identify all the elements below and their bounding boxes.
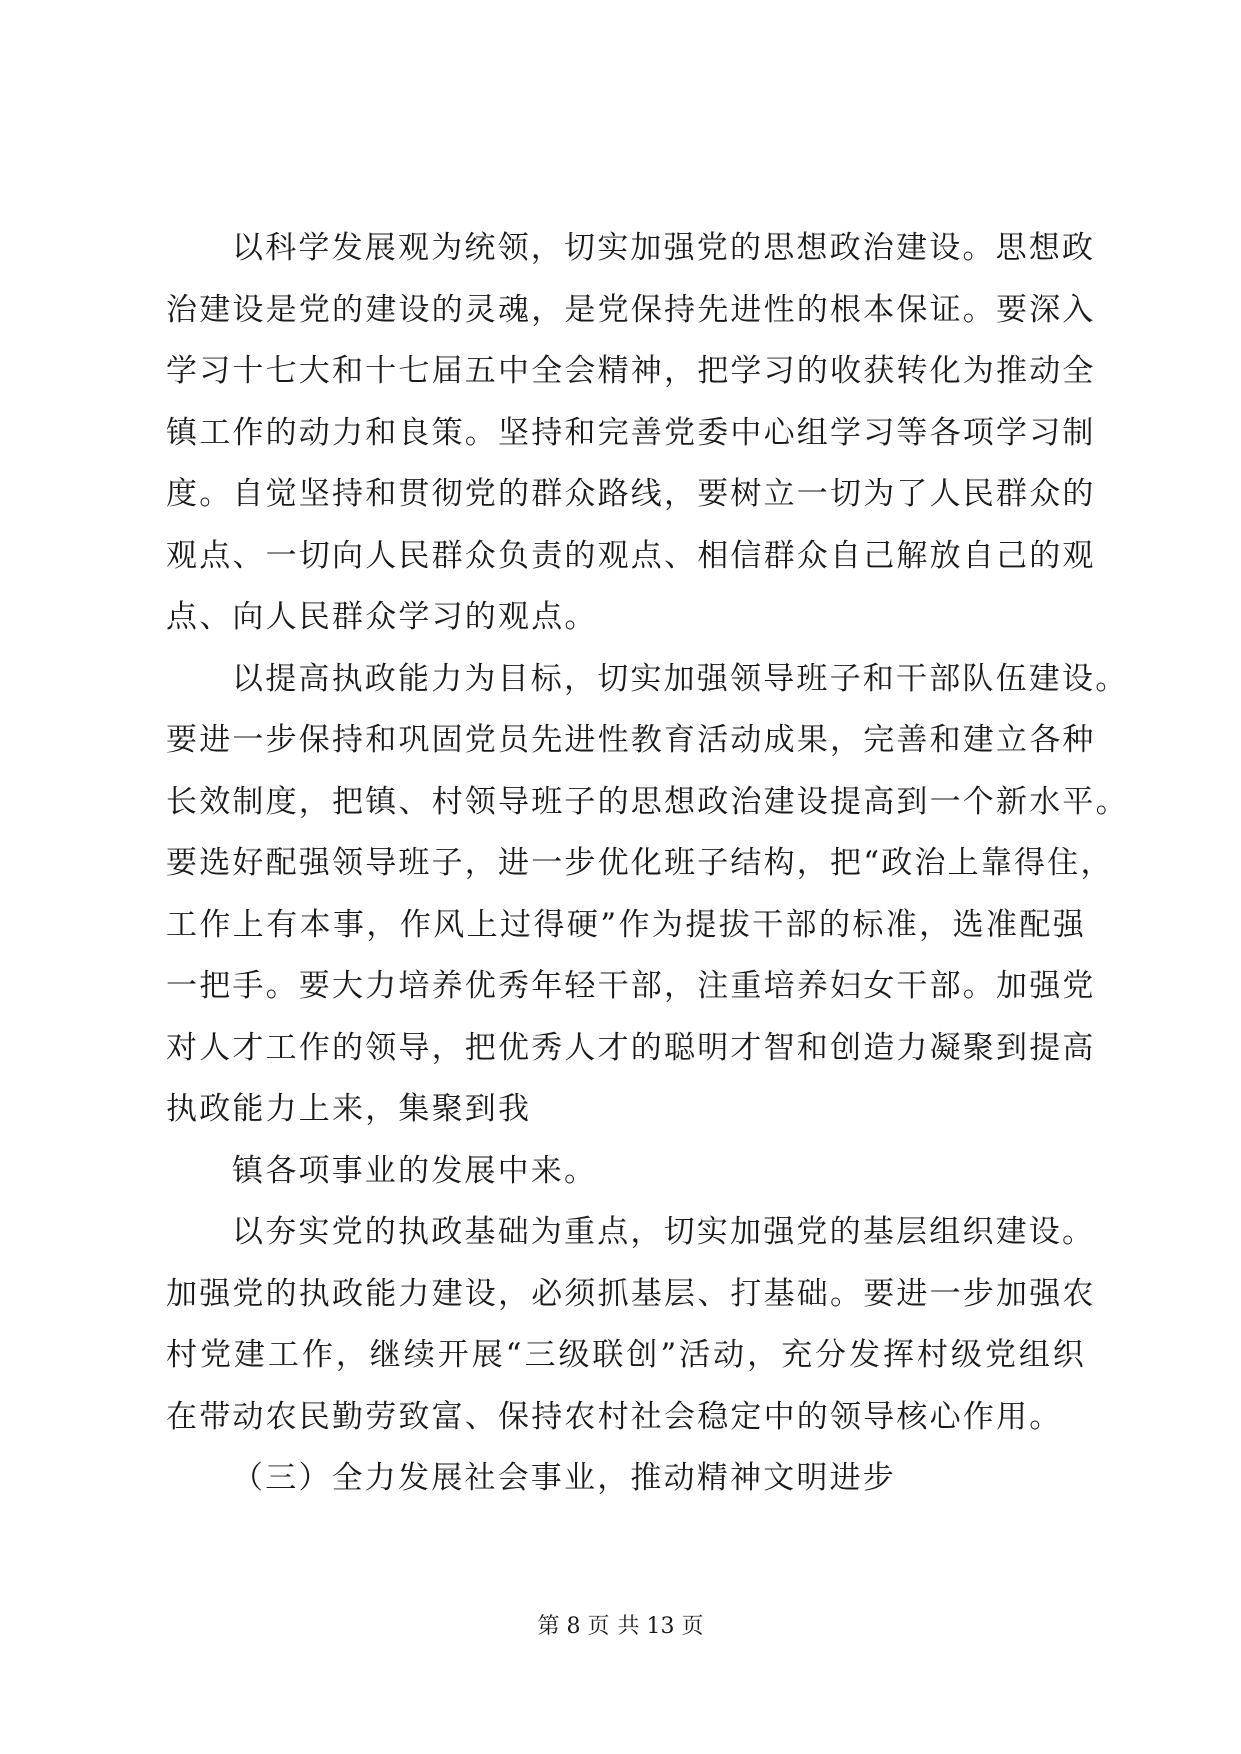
paragraph-line: 对人才工作的领导，把优秀人才的聪明才智和创造力凝聚到提高	[166, 1029, 1096, 1066]
paragraph-line: 加强党的执政能力建设，必须抓基层、打基础。要进一步加强农	[166, 1275, 1096, 1312]
paragraph-line: 长效制度，把镇、村领导班子的思想政治建设提高到一个新水平。	[166, 783, 1129, 820]
paragraph-line: 镇工作的动力和良策。坚持和完善党委中心组学习等各项学习制	[166, 414, 1096, 451]
paragraph-line: 以提高执政能力为目标，切实加强领导班子和干部队伍建设。	[232, 660, 1129, 697]
paragraph-line: 点、向人民群众学习的观点。	[166, 599, 598, 635]
paragraph-line: 以科学发展观为统领，切实加强党的思想政治建设。思想政	[232, 230, 1096, 266]
section-heading: （三）全力发展社会事业，推动精神文明进步	[232, 1460, 896, 1496]
page-number: 第 8 页	[537, 1614, 610, 1639]
paragraph-line: 度。自觉坚持和贯彻党的群众路线，要树立一切为了人民群众的	[166, 476, 1096, 512]
paragraph-line: 要选好配强领导班子，进一步优化班子结构，把“政治上靠得住，	[166, 845, 1114, 881]
document-body	[166, 228, 1129, 1520]
paragraph-line: 镇各项事业的发展中来。	[232, 1152, 598, 1189]
paragraph-line: 以夯实党的执政基础为重点，切实加强党的基层组织建设。	[232, 1214, 1096, 1250]
page-total: 共 13 页	[617, 1614, 704, 1639]
paragraph-line: 执政能力上来，集聚到我	[166, 1091, 532, 1127]
paragraph-line: 治建设是党的建设的灵魂，是党保持先进性的根本保证。要深入	[166, 291, 1096, 328]
paragraph-line: 一把手。要大力培养优秀年轻干部，注重培养妇女干部。加强党	[166, 968, 1096, 1004]
paragraph-line: 学习十七大和十七届五中全会精神，把学习的收获转化为推动全	[166, 353, 1096, 389]
paragraph-line: 要进一步保持和巩固党员先进性教育活动成果，完善和建立各种	[166, 722, 1096, 758]
paragraph-line: 观点、一切向人民群众负责的观点、相信群众自己解放自己的观	[166, 537, 1096, 574]
paragraph-line: 工作上有本事，作风上过得硬”作为提拔干部的标准，选准配强	[166, 906, 1086, 943]
paragraph-line: 村党建工作，继续开展“三级联创”活动，充分发挥村级党组织	[166, 1337, 1086, 1373]
page-footer	[0, 1612, 1241, 1642]
paragraph-line: 在带动农民勤劳致富、保持农村社会稳定中的领导核心作用。	[166, 1398, 1063, 1435]
